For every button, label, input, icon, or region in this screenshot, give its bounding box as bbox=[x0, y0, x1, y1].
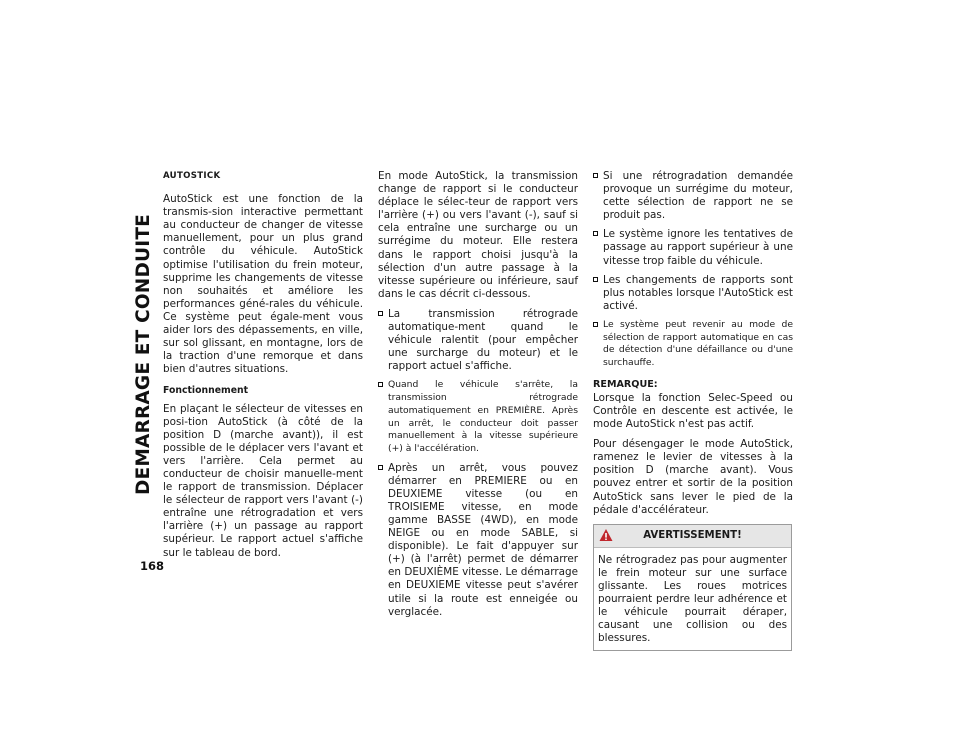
chapter-side-title bbox=[126, 150, 160, 558]
subheading-fonctionnement: Fonctionnement bbox=[163, 385, 249, 397]
square-bullet-icon bbox=[378, 311, 383, 316]
note-text: Lorsque la fonction Selec-Speed ou Contrôle en descente est activée, le mode AutoStick n'est pas actif. bbox=[593, 391, 793, 431]
list-item: Quand le véhicule s'arrête, la transmission rétrograde automatiquement en PREMIÈRE. Après un arrêt, le conducteur doit passer manuellement à la vitesse supérieure (+) à l'accélération. bbox=[378, 379, 578, 455]
note-title: REMARQUE: bbox=[593, 378, 658, 390]
square-bullet-icon bbox=[593, 322, 598, 327]
list-item: Si une rétrogradation demandée provoque un surrégime du moteur, cette sélection de rapport ne se produit pas. bbox=[593, 170, 793, 222]
page-number: 168 bbox=[140, 559, 165, 573]
list-item: Le système peut revenir au mode de sélection de rapport automatique en cas de détection d'une défaillance ou d'une surchauffe. bbox=[593, 319, 793, 370]
warning-triangle-icon bbox=[599, 528, 613, 542]
paragraph-disengage: Pour désengager le mode AutoStick, ramenez le levier de vitesses à la position D (marche avant). Vous pouvez entrer et sortir de la position AutoStick sans lever le pied de la pédale d'accélérateur. bbox=[593, 438, 793, 516]
column-1 bbox=[163, 170, 363, 567]
column-3 bbox=[593, 170, 793, 651]
list-item: Le système ignore les tentatives de passage au rapport supérieur à une vitesse trop faible du véhicule. bbox=[593, 228, 793, 267]
square-bullet-icon bbox=[378, 465, 383, 470]
paragraph-fonctionnement: En plaçant le sélecteur de vitesses en posi-tion AutoStick (à côté de la position D (marche avant)), il est possible de le déplacer vers l'avant et vers l'arrière. Cela permet au conducteur de choisir manuelle-ment le rapport de transmission. Déplacer le sélecteur de rapport vers l'avant (-) entraîne une rétrogradation et vers l'arrière (+) un passage au rapport supérieur. Le rapport actuel s'affiche sur le tableau de bord. bbox=[163, 402, 363, 559]
list-item: Les changements de rapports sont plus notables lorsque l'AutoStick est activé. bbox=[593, 274, 793, 313]
square-bullet-icon bbox=[593, 173, 598, 178]
square-bullet-icon bbox=[593, 277, 598, 282]
warning-text: Ne rétrogradez pas pour augmenter le frein moteur sur une surface glissante. Les roues motrices pourraient perdre leur adhérence et le véhicule pourrait déraper, causant une collision ou des blessures. bbox=[598, 553, 787, 645]
square-bullet-icon bbox=[593, 231, 598, 236]
list-item: La transmission rétrograde automatique-ment quand le véhicule ralentit (pour empêcher une surcharge du moteur) et le rapport actuel s'affiche. bbox=[378, 308, 578, 373]
square-bullet-icon bbox=[378, 382, 383, 387]
paragraph-mode-autostick: En mode AutoStick, la transmission change de rapport si le conducteur déplace le sélec-teur de rapport vers l'arrière (+) ou vers l'avant (-), sauf si cela entraîne une surcharge ou un surrégime du moteur. Elle restera dans le rapport choisi jusqu'à la sélection d'un autre passage à la vitesse supérieure ou inférieure, sauf dans le cas décrit ci-dessous. bbox=[378, 170, 578, 300]
chapter-side-title-text: DEMARRAGE ET CONDUITE bbox=[132, 213, 154, 495]
warning-title: AVERTISSEMENT! bbox=[643, 530, 742, 542]
paragraph-autostick-intro: AutoStick est une fonction de la transmis-sion interactive permettant au conducteur de changer de vitesse manuellement, pour un plus grand contrôle du véhicule. AutoStick optimise l'utilisation du frein moteur, supprime les changements de vitesse non souhaités et améliore les performances géné-rales du véhicule. Ce système peut égale-ment vous aider lors des dépassements, en ville, sur sol glissant, en montagne, lors de la traction d'une remorque et dans bien d'autres situations. bbox=[163, 193, 363, 376]
warning-header bbox=[594, 525, 791, 548]
list-item: Après un arrêt, vous pouvez démarrer en PREMIERE ou en DEUXIEME vitesse (ou en TROISIEME vitesse, en mode gamme BASSE (4WD), en mode NEIGE ou en mode SABLE, si disponible). Le fait d'appuyer sur (+) (à l'arrêt) permet de démarrer en DEUXIÈME vitesse. Le démarrage en DEUXIEME vitesse peut s'avérer utile si la route est enneigée ou verglacée. bbox=[378, 462, 578, 619]
warning-box bbox=[593, 524, 792, 652]
bullet-list-1 bbox=[378, 308, 578, 619]
bullet-list-2 bbox=[593, 170, 793, 370]
section-heading-autostick: AUTOSTICK bbox=[163, 171, 221, 181]
column-2 bbox=[378, 170, 578, 625]
